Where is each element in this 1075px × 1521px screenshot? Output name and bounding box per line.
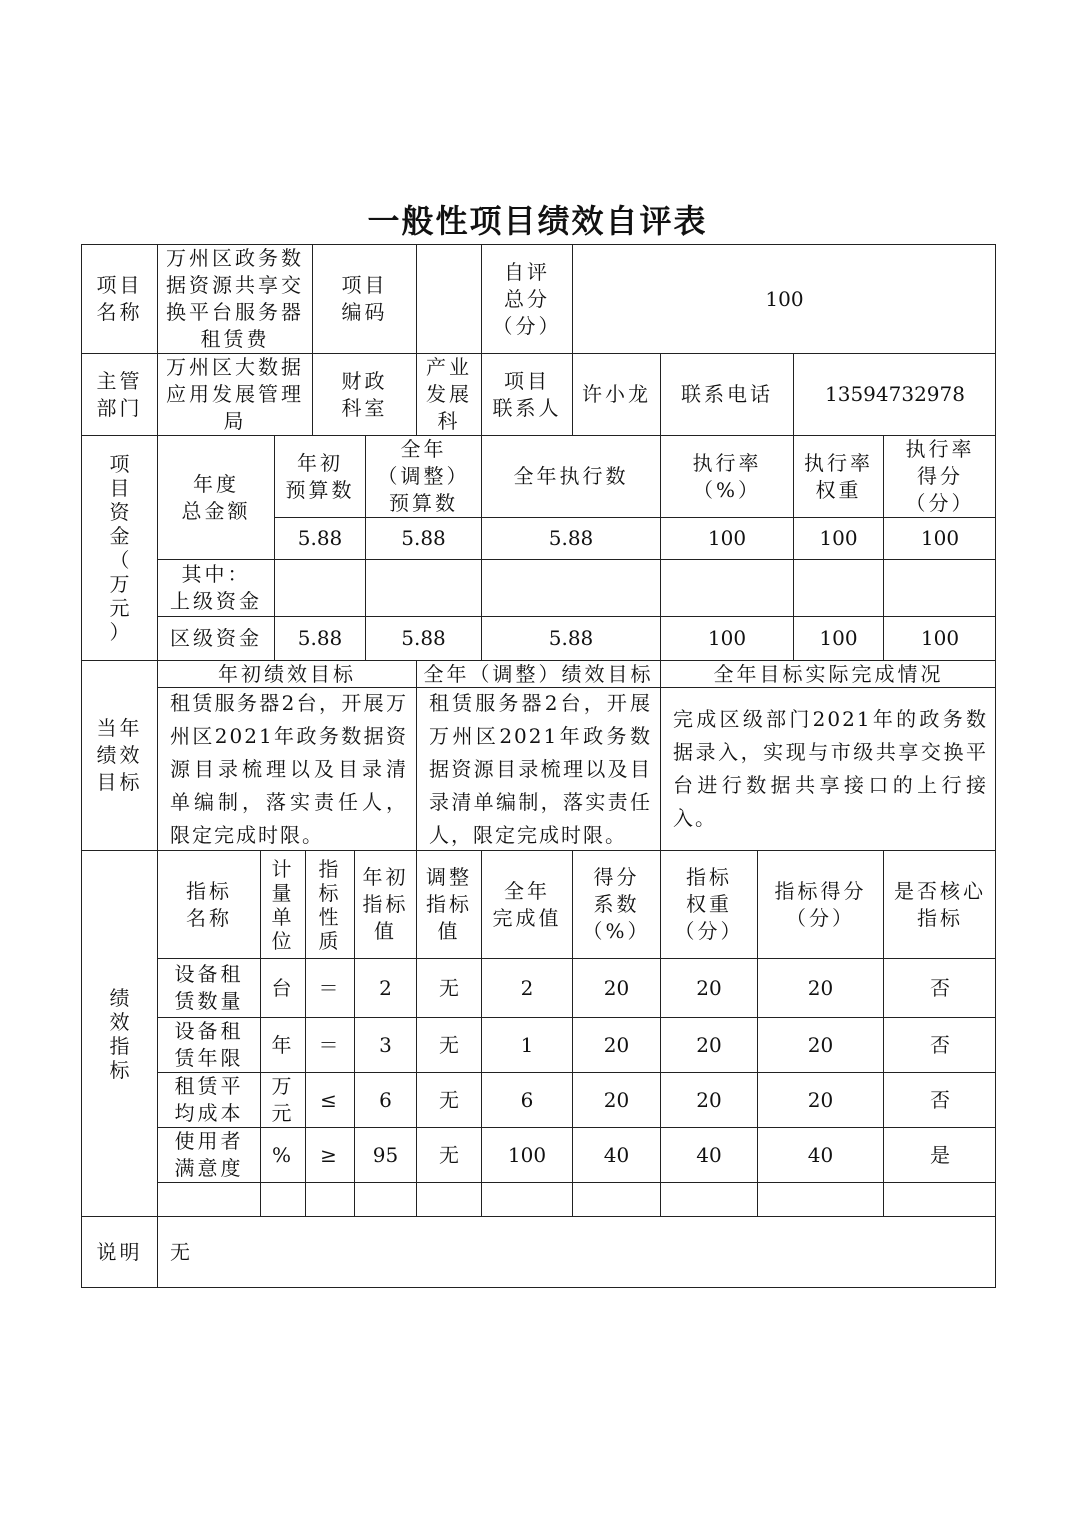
indicator-header-initial: 年初 指标 值 <box>355 851 417 959</box>
indicator-header-core: 是否核心 指标 <box>884 851 996 959</box>
finance-office-value: 产业 发展 科 <box>417 354 482 436</box>
indicator-row-2-weight: 20 <box>661 1018 758 1073</box>
indicator-header-nature: 指 标 性 质 <box>306 851 355 959</box>
funds-total-rate: 100 <box>661 518 794 560</box>
indicator-row-2-core: 否 <box>884 1018 996 1073</box>
indicator-row-4-actual: 100 <box>482 1128 573 1183</box>
indicator-row-5-adjusted <box>417 1183 482 1217</box>
indicator-row-1-coef: 20 <box>573 959 661 1018</box>
goals-initial-text: 租赁服务器2台，开展万州区2021年政务数据资源目录梳理以及目录清单编制，落实责任人，限定完成时限。 <box>158 688 417 851</box>
funds-upper-weight <box>794 560 884 617</box>
indicator-row-2-score: 20 <box>758 1018 884 1073</box>
self-score-value: 100 <box>573 245 996 354</box>
indicator-row-4-weight: 40 <box>661 1128 758 1183</box>
indicator-row-2-adjusted: 无 <box>417 1018 482 1073</box>
funds-header-adjusted-budget: 全年 （调整） 预算数 <box>366 436 482 518</box>
funds-district-label: 区级资金 <box>158 617 275 661</box>
goals-side-label: 当年 绩效 目标 <box>82 661 158 851</box>
phone-value: 13594732978 <box>794 354 996 436</box>
indicator-row-4-core: 是 <box>884 1128 996 1183</box>
self-score-label: 自评 总分 （分） <box>482 245 573 354</box>
funds-upper-score <box>884 560 996 617</box>
funds-side-label: 项 目 资 金 （ 万 元 ） <box>82 436 158 661</box>
indicator-header-name: 指标 名称 <box>158 851 261 959</box>
funds-header-executed: 全年执行数 <box>482 436 661 518</box>
funds-header-rate-weight: 执行率 权重 <box>794 436 884 518</box>
indicator-row-3-coef: 20 <box>573 1073 661 1128</box>
indicator-header-coef: 得分 系数 （%） <box>573 851 661 959</box>
indicator-header-unit: 计 量 单 位 <box>261 851 306 959</box>
funds-upper-executed <box>482 560 661 617</box>
indicator-row-3-unit: 万 元 <box>261 1073 306 1128</box>
indicator-row-1-unit: 台 <box>261 959 306 1018</box>
indicator-row-3-name: 租赁平 均成本 <box>158 1073 261 1128</box>
indicator-row-5-score <box>758 1183 884 1217</box>
funds-header-exec-rate: 执行率 （%） <box>661 436 794 518</box>
indicator-row-3-adjusted: 无 <box>417 1073 482 1128</box>
goals-adjusted-text: 租赁服务器2台，开展万州区2021年政务数据资源目录梳理以及目录清单编制，落实责任人，限定完成时限。 <box>417 688 661 851</box>
project-code-value <box>417 245 482 354</box>
indicator-row-1-name: 设备租 赁数量 <box>158 959 261 1018</box>
funds-upper-label: 其中： 上级资金 <box>158 560 275 617</box>
indicator-row-2-initial: 3 <box>355 1018 417 1073</box>
phone-label: 联系电话 <box>661 354 794 436</box>
funds-total-weight: 100 <box>794 518 884 560</box>
funds-district-adjusted: 5.88 <box>366 617 482 661</box>
indicator-row-4-score: 40 <box>758 1128 884 1183</box>
indicator-row-5-unit <box>261 1183 306 1217</box>
indicator-row-3-weight: 20 <box>661 1073 758 1128</box>
funds-district-initial: 5.88 <box>275 617 366 661</box>
project-name-label: 项目 名称 <box>82 245 158 354</box>
indicator-row-4-nature: ≥ <box>306 1128 355 1183</box>
indicators-side-label: 绩 效 指 标 <box>82 851 158 1217</box>
indicator-row-2-nature: ＝ <box>306 1018 355 1073</box>
indicator-row-3-initial: 6 <box>355 1073 417 1128</box>
funds-header-annual-total: 年度 总金额 <box>158 436 275 560</box>
contact-value: 许小龙 <box>573 354 661 436</box>
contact-label: 项目 联系人 <box>482 354 573 436</box>
dept-value: 万州区大数据应用发展管理局 <box>158 354 313 436</box>
goals-header-adjusted: 全年（调整）绩效目标 <box>417 661 661 688</box>
indicator-row-2-coef: 20 <box>573 1018 661 1073</box>
indicator-row-5-actual <box>482 1183 573 1217</box>
funds-district-score: 100 <box>884 617 996 661</box>
indicator-row-5-core <box>884 1183 996 1217</box>
funds-district-weight: 100 <box>794 617 884 661</box>
indicator-row-5-weight <box>661 1183 758 1217</box>
funds-upper-adjusted <box>366 560 482 617</box>
indicator-row-5-coef <box>573 1183 661 1217</box>
project-code-label: 项目 编码 <box>313 245 417 354</box>
evaluation-table <box>81 244 996 1288</box>
project-name-value: 万州区政务数据资源共享交换平台服务器租赁费 <box>158 245 313 354</box>
indicator-row-4-unit: % <box>261 1128 306 1183</box>
funds-district-executed: 5.88 <box>482 617 661 661</box>
funds-district-rate: 100 <box>661 617 794 661</box>
indicator-row-3-core: 否 <box>884 1073 996 1128</box>
goals-actual-text: 完成区级部门2021年的政务数据录入，实现与市级共享交换平台进行数据共享接口的上行接入。 <box>661 688 996 851</box>
indicator-row-5-initial <box>355 1183 417 1217</box>
indicator-row-3-nature: ≤ <box>306 1073 355 1128</box>
funds-header-initial-budget: 年初 预算数 <box>275 436 366 518</box>
funds-total-executed: 5.88 <box>482 518 661 560</box>
funds-total-score: 100 <box>884 518 996 560</box>
indicator-header-adjusted: 调整 指标 值 <box>417 851 482 959</box>
indicator-row-1-weight: 20 <box>661 959 758 1018</box>
indicator-row-3-score: 20 <box>758 1073 884 1128</box>
goals-header-initial: 年初绩效目标 <box>158 661 417 688</box>
indicator-row-2-unit: 年 <box>261 1018 306 1073</box>
indicator-header-weight: 指标 权重 （分） <box>661 851 758 959</box>
indicator-row-1-score: 20 <box>758 959 884 1018</box>
note-label: 说明 <box>82 1217 158 1287</box>
indicator-row-1-nature: ＝ <box>306 959 355 1018</box>
indicator-row-3-actual: 6 <box>482 1073 573 1128</box>
funds-total-initial: 5.88 <box>275 518 366 560</box>
indicator-row-1-actual: 2 <box>482 959 573 1018</box>
indicator-row-1-core: 否 <box>884 959 996 1018</box>
indicator-row-4-coef: 40 <box>573 1128 661 1183</box>
indicator-row-5-nature <box>306 1183 355 1217</box>
finance-office-label: 财政 科室 <box>313 354 417 436</box>
indicator-header-actual: 全年 完成值 <box>482 851 573 959</box>
goals-header-actual: 全年目标实际完成情况 <box>661 661 996 688</box>
note-value: 无 <box>170 1239 193 1264</box>
funds-total-adjusted: 5.88 <box>366 518 482 560</box>
indicator-row-4-adjusted: 无 <box>417 1128 482 1183</box>
page-title: 一般性项目绩效自评表 <box>367 202 708 240</box>
indicator-row-4-initial: 95 <box>355 1128 417 1183</box>
funds-upper-initial <box>275 560 366 617</box>
funds-header-rate-score: 执行率 得分 （分） <box>884 436 996 518</box>
indicator-row-5-name <box>158 1183 261 1217</box>
indicator-row-1-adjusted: 无 <box>417 959 482 1018</box>
indicator-row-2-actual: 1 <box>482 1018 573 1073</box>
indicator-row-1-initial: 2 <box>355 959 417 1018</box>
indicator-row-4-name: 使用者 满意度 <box>158 1128 261 1183</box>
indicator-row-2-name: 设备租 赁年限 <box>158 1018 261 1073</box>
dept-label: 主管 部门 <box>82 354 158 436</box>
funds-upper-rate <box>661 560 794 617</box>
indicator-header-score: 指标得分 （分） <box>758 851 884 959</box>
